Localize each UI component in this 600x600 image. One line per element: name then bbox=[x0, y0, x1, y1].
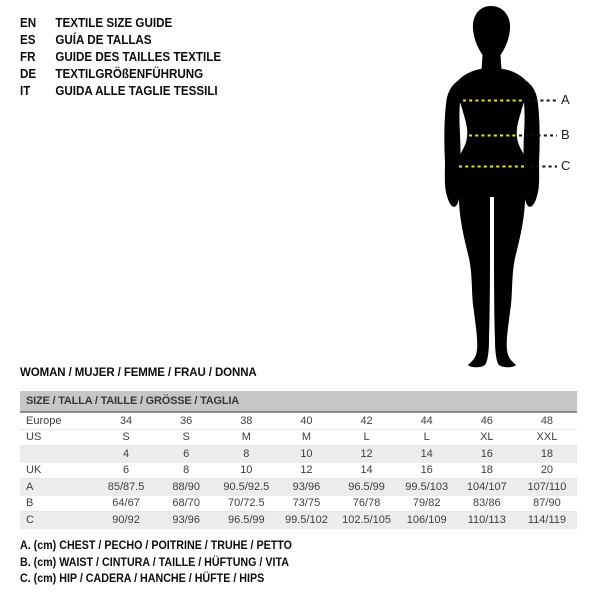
size-cell: 93/96 bbox=[292, 481, 321, 494]
measurement-legend bbox=[20, 540, 292, 590]
size-cell: 99.5/103 bbox=[405, 481, 449, 494]
size-cell: 6 bbox=[123, 464, 130, 477]
size-cell: 18 bbox=[480, 464, 493, 477]
language-row bbox=[20, 82, 221, 99]
size-cell: 114/119 bbox=[527, 514, 566, 527]
silhouette-right-leg bbox=[494, 190, 525, 367]
row-label: A bbox=[26, 481, 34, 494]
table-row bbox=[20, 413, 577, 430]
row-label: B bbox=[26, 497, 34, 510]
size-cell: 76/78 bbox=[352, 497, 381, 510]
language-code: ES bbox=[20, 32, 36, 47]
legend-waist: B. (cm) WAIST / CINTURA / TAILLE / HÜFTUNG / VITA bbox=[20, 556, 289, 569]
size-cell: L bbox=[363, 431, 370, 444]
woman-silhouette-figure bbox=[425, 0, 600, 385]
size-cell: 6 bbox=[183, 448, 190, 461]
size-cell: 70/72.5 bbox=[227, 497, 265, 510]
size-cell: 96.5/99 bbox=[227, 514, 265, 527]
size-cell: XL bbox=[480, 431, 494, 444]
size-cell: 16 bbox=[480, 448, 493, 461]
language-code: IT bbox=[20, 83, 31, 98]
size-table-header: SIZE / TALLA / TAILLE / GRÖSSE / TAGLIA bbox=[20, 391, 577, 413]
size-cell: 93/96 bbox=[172, 514, 200, 527]
size-cell: 16 bbox=[420, 464, 433, 477]
language-title-block bbox=[20, 14, 221, 99]
size-cell: 8 bbox=[243, 448, 250, 461]
size-cell: 34 bbox=[119, 414, 133, 427]
size-cell: 73/75 bbox=[292, 497, 321, 510]
marker-label-c: C bbox=[561, 158, 571, 173]
table-row bbox=[20, 446, 577, 463]
size-cell: S bbox=[122, 431, 130, 444]
size-cell: 10 bbox=[240, 464, 253, 477]
size-cell: 10 bbox=[300, 448, 313, 461]
size-cell: 8 bbox=[183, 464, 190, 477]
size-cell: 83/86 bbox=[473, 497, 501, 510]
row-label: Europe bbox=[26, 414, 62, 427]
size-cell: 99.5/102 bbox=[285, 514, 328, 527]
size-cell: 12 bbox=[360, 448, 373, 461]
size-table bbox=[20, 391, 577, 529]
marker-label-a: A bbox=[561, 92, 570, 107]
row-label: C bbox=[26, 514, 34, 527]
size-cell: 42 bbox=[360, 414, 373, 427]
row-label: UK bbox=[26, 464, 42, 477]
size-cell: S bbox=[182, 431, 190, 444]
language-code: EN bbox=[20, 15, 37, 30]
table-row bbox=[20, 512, 577, 529]
language-label: GUÍA DE TALLAS bbox=[55, 32, 152, 47]
size-cell: 110/113 bbox=[467, 514, 506, 527]
silhouette-left-leg bbox=[459, 190, 490, 367]
size-cell: L bbox=[423, 431, 430, 444]
size-cell: 4 bbox=[123, 448, 130, 461]
language-row bbox=[20, 48, 221, 65]
language-code: DE bbox=[20, 66, 37, 81]
size-cell: 64/67 bbox=[112, 497, 140, 510]
size-cell: 44 bbox=[420, 414, 433, 427]
size-cell: 14 bbox=[420, 448, 433, 461]
size-cell: XXL bbox=[536, 431, 558, 444]
silhouette-torso bbox=[454, 68, 530, 197]
size-cell: 38 bbox=[240, 414, 253, 427]
size-cell: 90.5/92.5 bbox=[223, 481, 270, 494]
size-cell: 18 bbox=[540, 448, 554, 461]
table-row bbox=[20, 496, 577, 513]
size-cell: 104/107 bbox=[466, 481, 507, 494]
legend-chest: A. (cm) CHEST / PECHO / POITRINE / TRUHE / PETTO bbox=[20, 540, 292, 552]
language-label: TEXTILGRÖßENFÜHRUNG bbox=[55, 66, 204, 81]
size-cell: 85/87.5 bbox=[107, 481, 145, 494]
size-cell: 88/90 bbox=[172, 481, 200, 494]
size-cell: 107/110 bbox=[527, 481, 567, 494]
size-cell: 46 bbox=[480, 414, 493, 427]
size-cell: 36 bbox=[180, 414, 193, 427]
size-cell: 79/82 bbox=[412, 497, 441, 510]
section-title: WOMAN / MUJER / FEMME / FRAU / DONNA bbox=[20, 367, 257, 379]
table-row bbox=[20, 463, 577, 480]
size-cell: 96.5/99 bbox=[348, 481, 385, 494]
language-code: FR bbox=[20, 49, 36, 64]
size-table-body bbox=[20, 413, 577, 529]
size-cell: 40 bbox=[300, 414, 313, 427]
marker-label-b: B bbox=[561, 127, 570, 142]
size-cell: 20 bbox=[540, 464, 554, 477]
size-cell: 48 bbox=[540, 414, 554, 427]
size-cell: 106/109 bbox=[406, 514, 447, 527]
size-cell: 102.5/105 bbox=[342, 514, 392, 527]
language-row bbox=[20, 65, 221, 82]
language-row bbox=[20, 31, 221, 48]
size-cell: 68/70 bbox=[172, 497, 200, 510]
size-cell: M bbox=[241, 431, 251, 444]
row-label: US bbox=[26, 431, 42, 444]
table-row bbox=[20, 430, 577, 447]
table-row bbox=[20, 479, 577, 496]
woman-silhouette bbox=[444, 6, 539, 367]
legend-hip: C. (cm) HIP / CADERA / HANCHE / HÜFTE / HIPS bbox=[20, 573, 265, 585]
language-label: GUIDE DES TAILLES TEXTILE bbox=[55, 49, 222, 64]
size-cell: 12 bbox=[300, 464, 313, 477]
size-cell: 14 bbox=[360, 464, 373, 477]
size-cell: 87/90 bbox=[533, 497, 561, 510]
size-cell: 90/92 bbox=[112, 514, 140, 527]
language-label: TEXTILE SIZE GUIDE bbox=[55, 15, 173, 30]
size-cell: M bbox=[301, 431, 312, 444]
language-label: GUIDA ALLE TAGLIE TESSILI bbox=[55, 83, 218, 98]
language-row bbox=[20, 14, 221, 31]
